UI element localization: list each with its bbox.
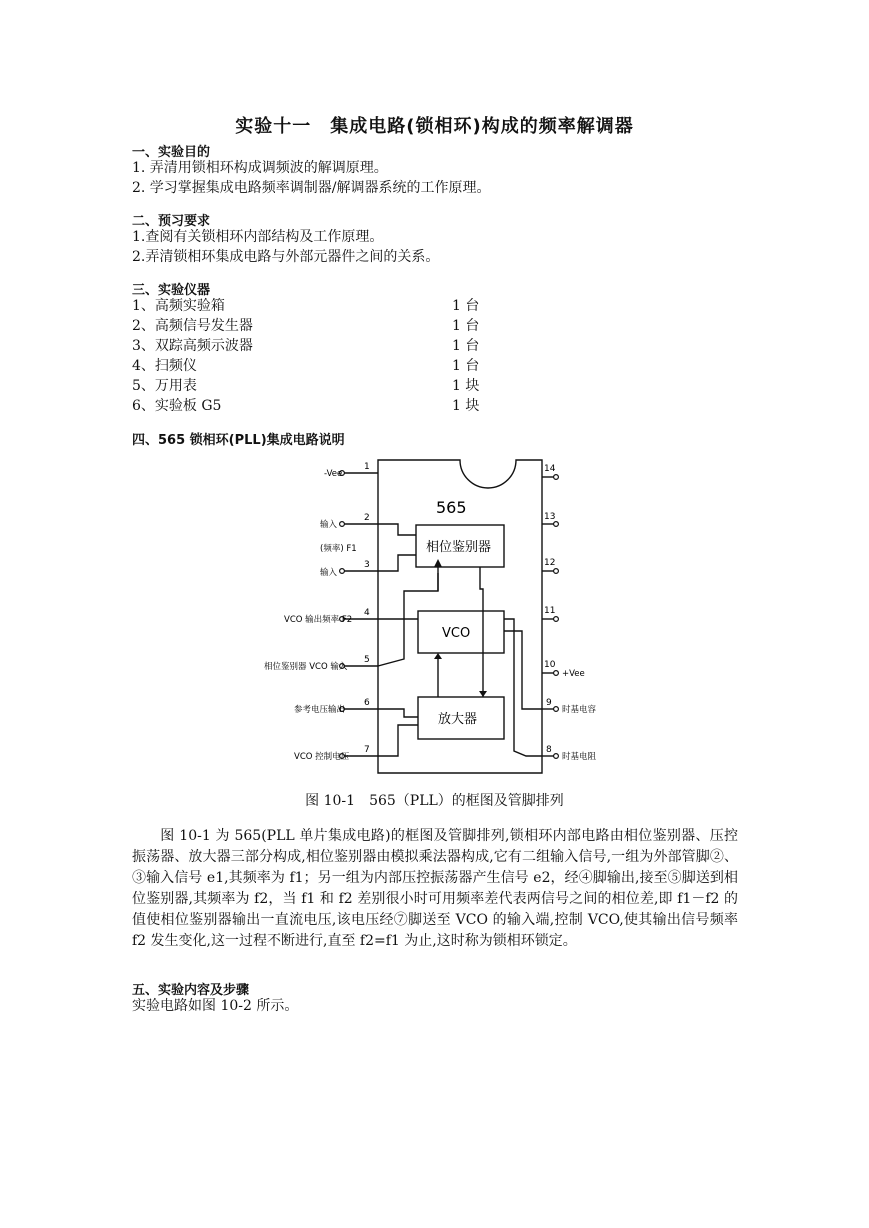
steps-text: 实验电路如图 10-2 所示。 — [132, 998, 299, 1014]
instrument-qty: 1 台 — [452, 298, 480, 314]
label-input: 输入 — [320, 520, 338, 530]
label-pos-vee: +Vee — [562, 669, 585, 679]
instrument-qty: 1 台 — [452, 318, 480, 334]
pin-number: 4 — [364, 608, 370, 618]
instrument-qty: 1 块 — [452, 378, 480, 394]
label-timing-res: 时基电阻 — [562, 752, 597, 762]
section-heading-instruments: 三、实验仪器 — [132, 283, 211, 298]
pin-number: 10 — [544, 660, 556, 670]
instrument-qty: 1 台 — [452, 338, 480, 354]
pin-number: 2 — [364, 513, 370, 523]
pll-565-diagram — [258, 455, 618, 785]
pin-number: 12 — [544, 558, 556, 568]
purpose-item: 2. 学习掌握集成电路频率调制器/解调器系统的工作原理。 — [132, 180, 491, 196]
instrument-name: 5、万用表 — [132, 378, 197, 394]
vco-label: VCO — [442, 626, 471, 641]
label-input: 输入 — [320, 568, 338, 578]
figure-caption: 图 10-1 565（PLL）的框图及管脚排列 — [305, 793, 564, 809]
purpose-item: 1. 弄清用锁相环构成调频波的解调原理。 — [132, 160, 388, 176]
instrument-qty: 1 台 — [452, 358, 480, 374]
phase-detector-label: 相位鉴别器 — [426, 540, 492, 555]
pin-number: 5 — [364, 655, 370, 665]
pin-number: 11 — [544, 606, 556, 616]
pin-number: 13 — [544, 512, 556, 522]
pin-number: 8 — [546, 745, 552, 755]
amplifier-label: 放大器 — [438, 712, 478, 727]
instrument-name: 4、扫频仪 — [132, 358, 197, 374]
preview-item: 1.查阅有关锁相环内部结构及工作原理。 — [132, 229, 384, 245]
preview-item: 2.弄清锁相环集成电路与外部元器件之间的关系。 — [132, 249, 440, 265]
label-freq-f1: (频率) F1 — [320, 544, 357, 554]
label-timing-cap: 时基电容 — [562, 705, 597, 715]
pin-number: 14 — [544, 464, 556, 474]
pin-number: 3 — [364, 560, 370, 570]
label-vco-ctrl: VCO 控制电压 — [294, 752, 350, 762]
pin-number: 1 — [364, 462, 370, 472]
label-ref-out: 参考电压输出 — [294, 705, 346, 715]
pin-number: 7 — [364, 745, 370, 755]
section-heading-pll: 四、565 锁相环(PLL)集成电路说明 — [132, 433, 345, 448]
chip-label: 565 — [436, 498, 467, 517]
body-paragraph-text: 图 10-1 为 565(PLL 单片集成电路)的框图及管脚排列,锁相环内部电路由相位鉴别器、压控振荡器、放大器三部分构成,相位鉴别器由模拟乘法器构成,它有二组输入信号,一组为外部管脚②、③输入信号 e1,其频率为 f1；另一组为内部压控振荡器产生信号 e2，经④脚输出,接至⑤脚送到相位鉴别器,其频率为 f2，当 f1 和 f2 差别很小时可用频率差代表两信号之间的相位差,即 f1－f2 的值使相位鉴别器输出一直流电压,该电压经⑦脚送至 VCO 的输入端,控制 VCO,使其输出信号频率 f2 发生变化,这一过程不断进行,直至 f2=f1 为止,这时称为锁相环锁定。 — [132, 828, 738, 949]
instrument-name: 1、高频实验箱 — [132, 298, 225, 314]
page-title: 实验十一 集成电路(锁相环)构成的频率解调器 — [235, 116, 634, 137]
section-heading-purpose: 一、实验目的 — [132, 145, 211, 160]
instrument-name: 6、实验板 G5 — [132, 398, 222, 414]
section-heading-preview: 二、预习要求 — [132, 214, 211, 229]
instrument-qty: 1 块 — [452, 398, 480, 414]
pin-number: 6 — [364, 698, 370, 708]
instrument-name: 3、双踪高频示波器 — [132, 338, 253, 354]
pin-number: 9 — [546, 698, 552, 708]
label-pd-vco-in: 相位鉴别器 VCO 输入 — [264, 662, 348, 672]
label-vco-out: VCO 输出频率 F2 — [284, 615, 353, 625]
body-paragraph — [132, 826, 738, 952]
instrument-name: 2、高频信号发生器 — [132, 318, 253, 334]
label-neg-vee: -Vee — [324, 469, 343, 479]
section-heading-steps: 五、实验内容及步骤 — [132, 983, 250, 998]
